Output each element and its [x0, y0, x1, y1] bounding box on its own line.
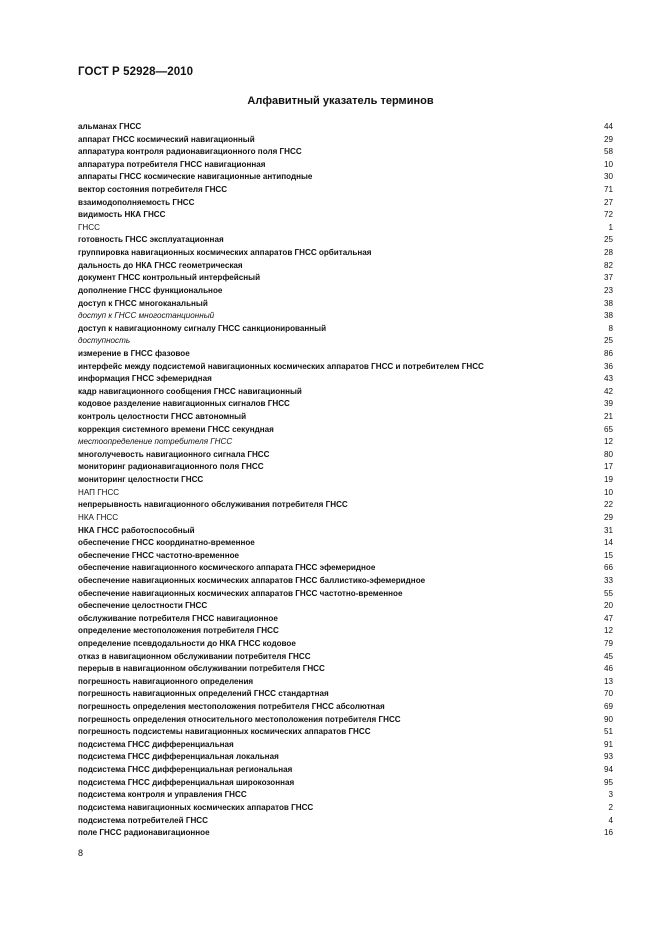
term-page-ref: 82: [603, 260, 613, 270]
term-page-ref: 10: [603, 159, 613, 169]
term-text: аппараты ГНСС космические навигационные антиподные: [78, 172, 313, 182]
term-entry: [78, 146, 613, 159]
term-entry: [78, 525, 613, 538]
term-page-ref: 17: [603, 462, 613, 472]
term-page-ref: 39: [603, 399, 613, 409]
term-entry: [78, 815, 613, 828]
term-page-ref: 2: [608, 802, 613, 812]
term-page-ref: 15: [603, 550, 613, 560]
term-text: доступность: [78, 336, 131, 346]
term-text: многолучевость навигационного сигнала ГНСС: [78, 449, 270, 459]
term-page-ref: 65: [603, 424, 613, 434]
term-page-ref: 38: [603, 311, 613, 321]
term-page-ref: 19: [603, 475, 613, 485]
term-text: информация ГНСС эфемеридная: [78, 374, 212, 384]
term-page-ref: 31: [603, 525, 613, 535]
term-page-ref: 21: [603, 412, 613, 422]
term-page-ref: 1: [608, 222, 613, 232]
term-text: доступ к навигационному сигналу ГНСС санкционированный: [78, 323, 327, 333]
term-entry: [78, 512, 613, 525]
term-page-ref: 46: [603, 664, 613, 674]
term-entry: [78, 298, 613, 311]
term-text: НАП ГНСС: [78, 487, 120, 497]
term-entry: [78, 714, 613, 727]
term-page-ref: 45: [603, 651, 613, 661]
term-entry: [78, 411, 613, 424]
term-text: доступ к ГНСС многостанционный: [78, 311, 215, 321]
term-page-ref: 37: [603, 273, 613, 283]
term-entry: [78, 739, 613, 752]
term-entry: [78, 638, 613, 651]
term-entry: [78, 121, 613, 134]
term-page-ref: 4: [608, 815, 613, 825]
term-page-ref: 12: [603, 626, 613, 636]
term-page-ref: 66: [603, 563, 613, 573]
term-entry: [78, 588, 613, 601]
term-entry: [78, 802, 613, 815]
term-entry: [78, 676, 613, 689]
term-page-ref: 16: [603, 828, 613, 838]
term-text: непрерывность навигационного обслуживания потребителя ГНСС: [78, 500, 348, 510]
term-entry: [78, 272, 613, 285]
term-text: готовность ГНСС эксплуатационная: [78, 235, 224, 245]
term-page-ref: 43: [603, 374, 613, 384]
term-index-list: [78, 121, 613, 840]
term-page-ref: 30: [603, 172, 613, 182]
term-text: ГНСС: [78, 222, 100, 232]
term-page-ref: 95: [603, 777, 613, 787]
term-entry: [78, 323, 613, 336]
term-entry: [78, 247, 613, 260]
index-title: Алфавитный указатель терминов: [247, 95, 434, 107]
term-entry: [78, 222, 613, 235]
term-page-ref: 72: [603, 210, 613, 220]
term-text: контроль целостности ГНСС автономный: [78, 412, 247, 422]
term-page-ref: 25: [603, 336, 613, 346]
term-entry: [78, 184, 613, 197]
term-page-ref: 69: [603, 702, 613, 712]
term-page-ref: 36: [603, 361, 613, 371]
term-text: измерение в ГНСС фазовое: [78, 348, 190, 358]
term-page-ref: 13: [603, 676, 613, 686]
term-text: отказ в навигационном обслуживании потребителя ГНСС: [78, 651, 311, 661]
term-text: погрешность навигационного определения: [78, 676, 254, 686]
term-page-ref: 3: [608, 790, 613, 800]
term-entry: [78, 461, 613, 474]
term-entry: [78, 424, 613, 437]
term-text: погрешность навигационных определений ГНСС стандартная: [78, 689, 329, 699]
term-page-ref: 91: [603, 739, 613, 749]
term-page-ref: 79: [603, 638, 613, 648]
term-entry: [78, 474, 613, 487]
term-entry: [78, 134, 613, 147]
term-text: подсистема ГНСС дифференциальная широкозонная: [78, 777, 295, 787]
term-text: обеспечение целостности ГНСС: [78, 601, 208, 611]
term-page-ref: 23: [603, 285, 613, 295]
term-text: подсистема контроля и управления ГНСС: [78, 790, 247, 800]
term-entry: [78, 562, 613, 575]
term-page-ref: 14: [603, 538, 613, 548]
term-entry: [78, 285, 613, 298]
term-text: документ ГНСС контрольный интерфейсный: [78, 273, 261, 283]
term-entry: [78, 827, 613, 840]
term-page-ref: 44: [603, 122, 613, 131]
term-entry: [78, 726, 613, 739]
term-page-ref: 93: [603, 752, 613, 762]
term-entry: [78, 373, 613, 386]
term-text: аппарат ГНСС космический навигационный: [78, 134, 255, 144]
term-text: перерыв в навигационном обслуживании потребителя ГНСС: [78, 664, 325, 674]
term-entry: [78, 777, 613, 790]
term-text: дополнение ГНСС функциональное: [78, 285, 223, 295]
term-entry: [78, 449, 613, 462]
term-page-ref: 25: [603, 235, 613, 245]
term-entry: [78, 499, 613, 512]
term-entry: [78, 575, 613, 588]
term-text: погрешность подсистемы навигационных космических аппаратов ГНСС: [78, 727, 371, 737]
term-page-ref: 22: [603, 500, 613, 510]
term-page-ref: 33: [603, 575, 613, 585]
term-entry: [78, 310, 613, 323]
term-text: определение местоположения потребителя ГНСС: [78, 626, 279, 636]
term-entry: [78, 789, 613, 802]
term-entry: [78, 625, 613, 638]
term-text: аппаратура потребителя ГНСС навигационная: [78, 159, 266, 169]
term-entry: [78, 651, 613, 664]
term-text: взаимодополняемость ГНСС: [78, 197, 195, 207]
term-page-ref: 28: [603, 248, 613, 258]
term-text: видимость НКА ГНСС: [78, 210, 166, 220]
term-text: определение псевдодальности до НКА ГНСС кодовое: [78, 638, 296, 648]
term-page-ref: 29: [603, 512, 613, 522]
term-entry: [78, 701, 613, 714]
term-text: обеспечение ГНСС координатно-временное: [78, 538, 255, 548]
term-entry: [78, 688, 613, 701]
term-text: НКА ГНСС: [78, 512, 119, 522]
term-text: обеспечение навигационных космических аппаратов ГНСС баллистико-эфемеридное: [78, 575, 426, 585]
term-page-ref: 8: [608, 323, 613, 333]
term-page-ref: 38: [603, 298, 613, 308]
term-entry: [78, 537, 613, 550]
term-entry: [78, 613, 613, 626]
term-entry: [78, 171, 613, 184]
term-entry: [78, 209, 613, 222]
term-entry: [78, 663, 613, 676]
term-page-ref: 47: [603, 613, 613, 623]
term-text: подсистема навигационных космических аппаратов ГНСС: [78, 802, 314, 812]
term-text: вектор состояния потребителя ГНСС: [78, 185, 228, 195]
term-page-ref: 90: [603, 714, 613, 724]
term-text: подсистема ГНСС дифференциальная: [78, 739, 234, 749]
term-page-ref: 80: [603, 449, 613, 459]
term-text: аппаратура контроля радионавигационного поля ГНСС: [78, 147, 302, 157]
term-page-ref: 51: [603, 727, 613, 737]
term-text: подсистема ГНСС дифференциальная локальная: [78, 752, 279, 762]
term-entry: [78, 361, 613, 374]
term-text: группировка навигационных космических аппаратов ГНСС орбитальная: [78, 248, 372, 258]
term-entry: [78, 348, 613, 361]
term-page-ref: 70: [603, 689, 613, 699]
term-page-ref: 27: [603, 197, 613, 207]
term-entry: [78, 234, 613, 247]
document-header: ГОСТ Р 52928—2010: [78, 66, 194, 78]
term-page-ref: 12: [603, 437, 613, 447]
term-entry: [78, 386, 613, 399]
term-text: подсистема ГНСС дифференциальная региональная: [78, 765, 293, 775]
term-text: кодовое разделение навигационных сигналов ГНСС: [78, 399, 290, 409]
term-entry: [78, 197, 613, 210]
term-text: НКА ГНСС работоспособный: [78, 525, 195, 535]
term-page-ref: 20: [603, 601, 613, 611]
term-text: погрешность определения относительного местоположения потребителя ГНСС: [78, 714, 401, 724]
term-text: местоопределение потребителя ГНСС: [78, 437, 233, 447]
term-entry: [78, 436, 613, 449]
term-text: кадр навигационного сообщения ГНСС навигационный: [78, 386, 302, 396]
term-page-ref: 42: [603, 386, 613, 396]
page-number: 8: [78, 848, 84, 858]
term-text: коррекция системного времени ГНСС секундная: [78, 424, 274, 434]
term-text: интерфейс между подсистемой навигационных космических аппаратов ГНСС и потребителем ГНСС: [78, 361, 484, 371]
term-text: альманах ГНСС: [78, 122, 142, 131]
term-page-ref: 58: [603, 147, 613, 157]
term-text: доступ к ГНСС многоканальный: [78, 298, 208, 308]
term-text: поле ГНСС радионавигационное: [78, 828, 210, 838]
term-entry: [78, 487, 613, 500]
term-page-ref: 71: [603, 185, 613, 195]
term-text: мониторинг радионавигационного поля ГНСС: [78, 462, 264, 472]
term-page-ref: 86: [603, 348, 613, 358]
term-text: мониторинг целостности ГНСС: [78, 475, 204, 485]
term-entry: [78, 600, 613, 613]
term-text: подсистема потребителей ГНСС: [78, 815, 208, 825]
term-text: обеспечение навигационных космических аппаратов ГНСС частотно-временное: [78, 588, 403, 598]
term-entry: [78, 159, 613, 172]
term-text: обеспечение ГНСС частотно-временное: [78, 550, 240, 560]
term-entry: [78, 398, 613, 411]
term-entry: [78, 260, 613, 273]
term-page-ref: 10: [603, 487, 613, 497]
term-entry: [78, 751, 613, 764]
term-page-ref: 29: [603, 134, 613, 144]
term-text: обеспечение навигационного космического аппарата ГНСС эфемеридное: [78, 563, 376, 573]
term-entry: [78, 335, 613, 348]
term-entry: [78, 550, 613, 563]
term-entry: [78, 764, 613, 777]
term-text: обслуживание потребителя ГНСС навигационное: [78, 613, 278, 623]
term-text: погрешность определения местоположения потребителя ГНСС абсолютная: [78, 702, 385, 712]
term-page-ref: 55: [603, 588, 613, 598]
term-page-ref: 94: [603, 765, 613, 775]
term-text: дальность до НКА ГНСС геометрическая: [78, 260, 243, 270]
